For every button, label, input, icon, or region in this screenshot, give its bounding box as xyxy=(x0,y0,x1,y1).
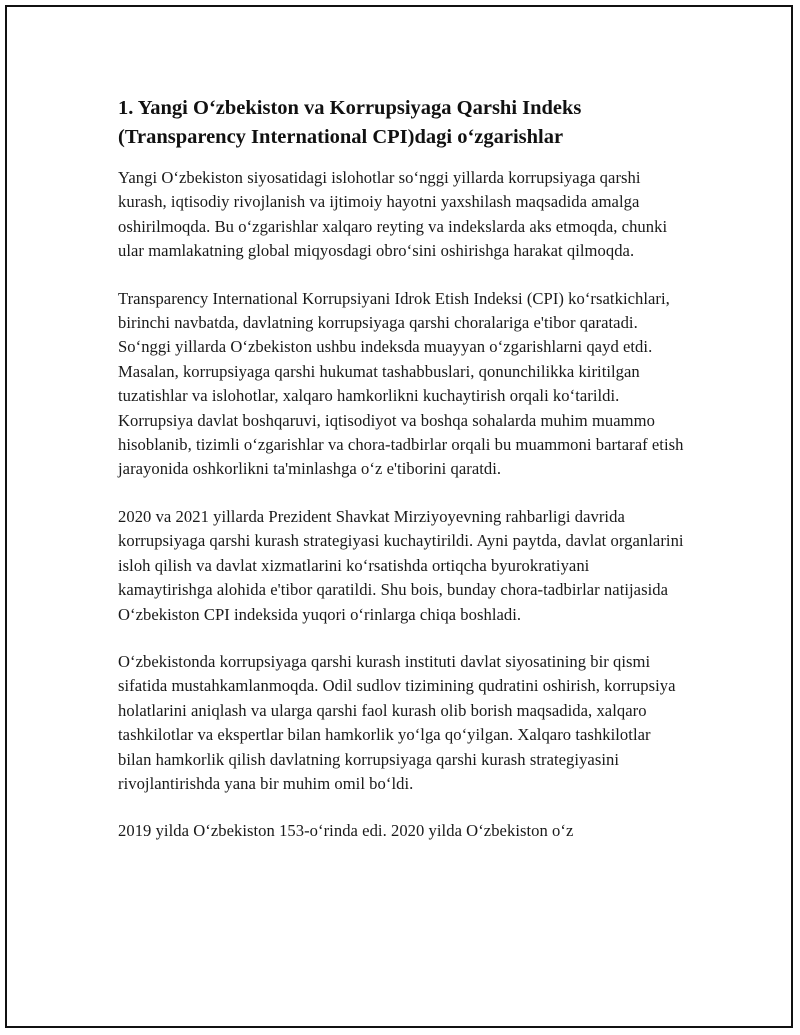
paragraph-strategy: 2020 va 2021 yillarda Prezident Shavkat Mirziyoyevning rahbarligi davrida korrupsiyaga qarshi kurash strategiyasi kuchaytirildi. Ayni paytda, davlat organlarini isloh qilish va davlat xizmatlarini ko‘rsatishda ortiqcha byurokratiyani kamaytirishga alohida e'tibor qaratildi. Shu bois, bunday chora-tadbirlar natijasida O‘zbekiston CPI indeksida yuqori o‘rinlarga chiqa boshladi. xyxy=(118,506,684,624)
section-heading: 1. Yangi O‘zbekiston va Korrupsiyaga Qarshi Indeks (Transparency International CPI)dagi o‘zgarishlar xyxy=(118,97,582,148)
paragraph-institute: O‘zbekistonda korrupsiyaga qarshi kurash instituti davlat siyosatining bir qismi sifatida mustahkamlanmoqda. Odil sudlov tizimining qudratini oshirish, korrupsiya holatlarini aniqlash va ularga qarshi faol kurash olib borish maqsadida, xalqaro tashkilotlar va ekspertlar bilan hamkorlik yo‘lga qo‘yilgan. Xalqaro tashkilotlar bilan hamkorlik qilish davlatning korrupsiyaga qarshi kurash strategiyasini rivojlantirishda yana bir muhim omil bo‘ldi. xyxy=(118,651,676,793)
document-body xyxy=(118,94,688,867)
paragraph-intro: Yangi O‘zbekiston siyosatidagi islohotlar so‘nggi yillarda korrupsiyaga qarshi kurash, iqtisodiy rivojlanish va ijtimoiy hayotni yaxshilash maqsadida amalga oshirilmoqda. Bu o‘zgarishlar xalqaro reyting va indekslarda aks etmoqda, chunki ular mamlakatning global miqyosdagi obro‘sini oshirishga harakat qilmoqda. xyxy=(118,168,668,261)
paragraph-ranking: 2019 yilda O‘zbekiston 153-o‘rinda edi. 2020 yilda O‘zbekiston o‘z xyxy=(118,821,574,841)
paragraph-cpi: Transparency International Korrupsiyani Idrok Etish Indeksi (CPI) ko‘rsatkichlari, birinchi navbatda, davlatning korrupsiyaga qarshi choralariga e'tibor qaratadi. So‘nggi yillarda O‘zbekiston ushbu indeksda muayyan o‘zgarishlarni qayd etdi. Masalan, korrupsiyaga qarshi hukumat tashabbuslari, qonunchilikka kiritilgan tuzatishlar va islohotlar, xalqaro hamkorlikni kuchaytirish orqali ko‘tarildi. Korrupsiya davlat boshqaruvi, iqtisodiyot va boshqa sohalarda muhim muammo hisoblanib, tizimli o‘zgarishlar va chora-tadbirlar orqali bu muammoni bartaraf etish jarayonida oshkorlikni ta'minlashga o‘z e'tiborini qaratdi. xyxy=(118,288,684,479)
